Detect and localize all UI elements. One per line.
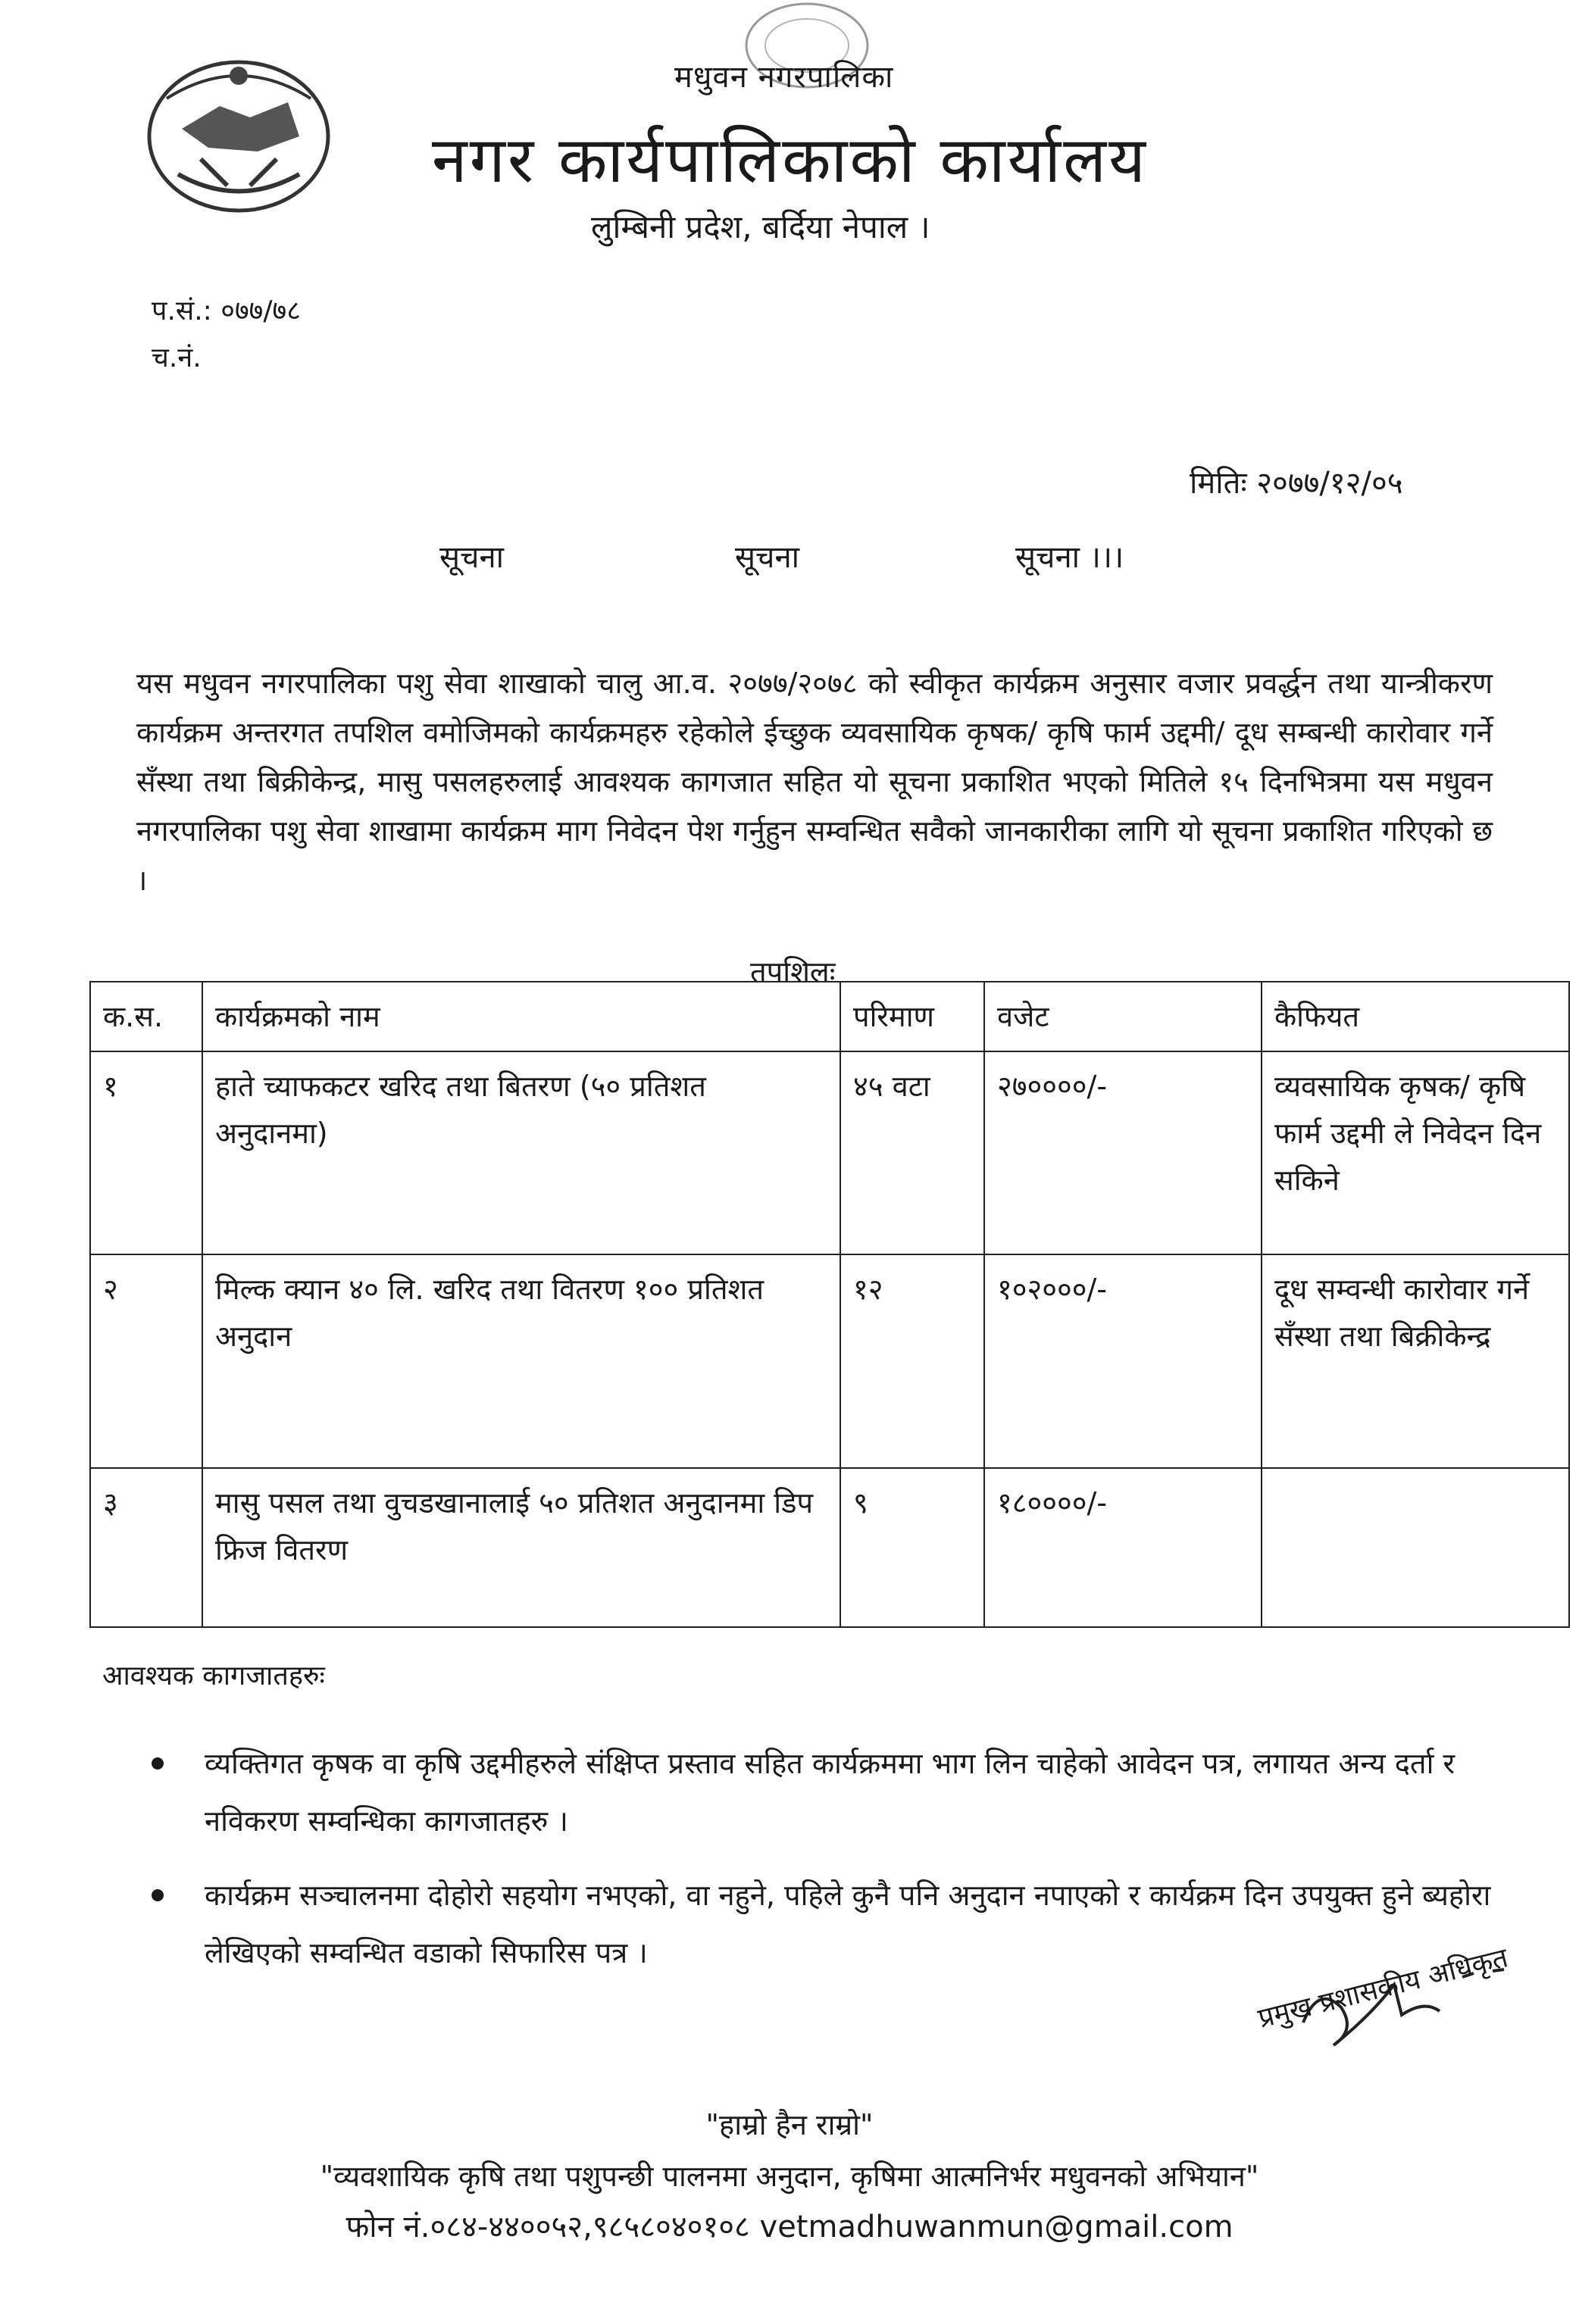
notice-body: यस मधुवन नगरपालिका पशु सेवा शाखाको चालु आ.व. २०७७/२०७८ को स्वीकृत कार्यक्रम अनुसार वजार प्रवर्द्धन तथा यान्त्रीकरण कार्यक्रम अन्तरगत तपशिल वमोजिमको कार्यक्रमहरु रहेकोले ईच्छुक व्यवसायिक कृषक/ कृषि फार्म उद्दमी/ दूध सम्बन्धी कारोवार गर्ने सँस्था तथा बिक्रीकेन्द्र, मासु पसलहरुलाई आवश्यक कागजात सहित यो सूचना प्रकाशित भएको मितिले १५ दिनभित्रमा यस मधुवन नगरपालिका पशु सेवा शाखामा कार्यक्रम माग निवेदन पेश गर्नुहुन सम्वन्धित सवैको जानकारीका लागि यो सूचना प्रकाशित गरिएको छ । [136, 667, 1493, 897]
letter-date: मितिः २०७७/१२/०५ [1190, 466, 1403, 501]
list-item-text: कार्यक्रम सञ्चालनमा दोहोरो सहयोग नभएको, वा नहुने, पहिले कुनै पनि अनुदान नपाएको र कार्यक्रम दिन उपयुक्त हुने ब्यहोरा लेखिएको सम्वन्धित वडाको सिफारिस पत्र । [205, 1879, 1491, 1969]
header-quantity: परिमाण [840, 982, 984, 1051]
list-item-text: व्यक्तिगत कृषक वा कृषि उद्दमीहरुले संक्षिप्त प्रस्ताव सहित कार्यक्रममा भाग लिन चाहेको आवेदन पत्र, लगायत अन्य दर्ता र नविकरण सम्वन्धिका कागजातहरु । [205, 1747, 1455, 1838]
cell-remarks: व्यवसायिक कृषक/ कृषि फार्म उद्दमी ले निवेदन दिन सकिने [1262, 1051, 1569, 1254]
table-header-row [90, 982, 1569, 1051]
notice-word-1: सूचना [439, 540, 504, 575]
cell-budget: १०२०००/- [984, 1254, 1262, 1468]
footer-contact: फोन नं.०८४-४४००५२,९८५८०४०१०८ vetmadhuwanmun@gmail.com [346, 2210, 1233, 2244]
signatory-title: प्रमुख प्रशासकीय अधिकृत [1255, 1942, 1512, 2035]
header-budget: वजेट [984, 982, 1262, 1051]
header-remarks: कैफियत [1262, 982, 1569, 1051]
footer-slogan: "हाम्रो हैन राम्रो" [705, 2108, 874, 2141]
table-row [90, 1051, 1569, 1254]
footer-campaign: "व्यवशायिक कृषि तथा पशुपन्छी पालनमा अनुदान, कृषिमा आत्मनिर्भर मधुवनको अभियान" [320, 2160, 1259, 2193]
program-table [89, 981, 1570, 1628]
notice-word-3: सूचना ।।। [1015, 540, 1124, 575]
table-row [90, 1254, 1569, 1468]
cell-quantity: ९ [840, 1468, 984, 1627]
bullet-icon [152, 1889, 164, 1901]
table-caption: तपशिलः [750, 955, 836, 989]
header-sn: क.स. [90, 982, 202, 1051]
cell-budget: २७००००/- [984, 1051, 1262, 1254]
required-documents-heading: आवश्यक कागजातहरुः [102, 1660, 325, 1691]
cell-program-name: हाते च्याफकटर खरिद तथा बितरण (५० प्रतिशत अनुदानमा) [202, 1051, 840, 1254]
cell-quantity: १२ [840, 1254, 984, 1468]
cell-program-name: मासु पसल तथा वुचडखानालाई ५० प्रतिशत अनुदानमा डिप फ्रिज वितरण [202, 1468, 840, 1627]
cell-sn: १ [90, 1051, 202, 1254]
table-row [90, 1468, 1569, 1627]
header-program-name: कार्यक्रमको नाम [202, 982, 840, 1051]
office-address: लुम्बिनी प्रदेश, बर्दिया नेपाल । [591, 208, 930, 245]
cell-remarks: दूध सम्वन्धी कारोवार गर्ने सँस्था तथा बिक्रीकेन्द्र [1262, 1254, 1569, 1468]
notice-word-2: सूचना [735, 540, 799, 575]
cell-quantity: ४५ वटा [840, 1051, 984, 1254]
cell-sn: ३ [90, 1468, 202, 1627]
municipality-name: मधुवन नगरपालिका [674, 60, 894, 95]
office-title: नगर कार्यपालिकाको कार्यालय [432, 123, 1148, 197]
dispatch-number: च.नं. [152, 342, 202, 373]
nepal-emblem-icon [136, 45, 341, 220]
cell-program-name: मिल्क क्यान ४० लि. खरिद तथा वितरण १०० प्रतिशत अनुदान [202, 1254, 840, 1468]
list-item [152, 1735, 1500, 1850]
bullet-icon [152, 1757, 164, 1770]
cell-sn: २ [90, 1254, 202, 1468]
cell-remarks [1262, 1468, 1569, 1627]
cell-budget: १८००००/- [984, 1468, 1262, 1627]
reference-number: प.सं.: ०७७/७८ [152, 295, 301, 326]
